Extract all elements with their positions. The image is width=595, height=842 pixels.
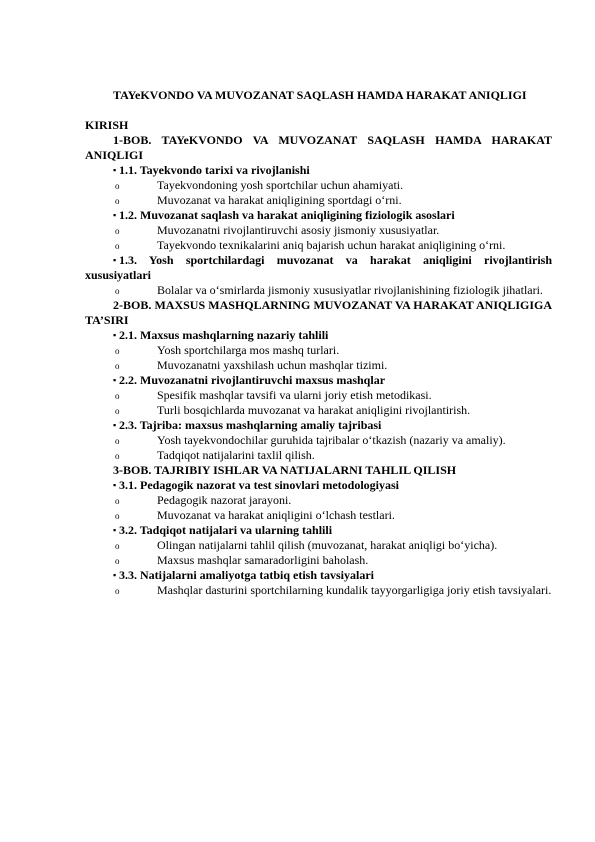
list-item: o Pedagogik nazorat jarayoni. (115, 493, 292, 507)
list-item: o Yosh tayekvondochilar guruhida tajribalar o‘tkazish (nazariy va amaliy). (115, 433, 506, 447)
list-item: o Olingan natijalarni tahlil qilish (muvozanat, harakat aniqligi bo‘yicha). (115, 538, 498, 552)
circle-bullet-icon: o (115, 361, 120, 371)
circle-bullet-icon: o (115, 556, 120, 566)
section-heading: ▪ 2.3. Tajriba: maxsus mashqlarning amaliy tajribasi (113, 418, 382, 432)
circle-bullet-icon: o (115, 541, 120, 551)
circle-bullet-icon: o (115, 391, 120, 401)
circle-bullet-icon: o (115, 241, 120, 251)
section-heading: ▪ 1.1. Tayekvondo tarixi va rivojlanishi (113, 163, 310, 177)
chapter-heading: 3-BOB. TAJRIBIY ISHLAR VA NATIJALARNI TAHLIL QILISH (113, 463, 457, 477)
section-bullet-icon: ▪ (113, 570, 117, 580)
chapter-heading: 2-BOB. MAXSUS MASHQLARNING MUVOZANAT VA HARAKAT ANIQLIGIGA TA’SIRI (85, 298, 552, 327)
list-item: o Muvozanat va harakat aniqligini o‘lchash testlari. (115, 508, 395, 522)
document-page (85, 88, 552, 598)
section-bullet-icon: ▪ (113, 420, 117, 430)
section-heading: ▪ 1.3. Yosh sportchilardagi muvozanat va harakat aniqligini rivojlantirish xususiyatlari (85, 253, 552, 282)
circle-bullet-icon: o (115, 181, 120, 191)
circle-bullet-icon: o (115, 511, 120, 521)
circle-bullet-icon: o (115, 196, 120, 206)
section-heading: ▪ 3.1. Pedagogik nazorat va test sinovlari metodologiyasi (113, 478, 399, 492)
chapter-heading: 1-BOB. TAYeKVONDO VA MUVOZANAT SAQLASH HAMDA HARAKAT ANIQLIGI (85, 133, 552, 162)
section-heading: ▪ 2.2. Muvozanatni rivojlantiruvchi maxsus mashqlar (113, 373, 386, 387)
section-bullet-icon: ▪ (113, 480, 117, 490)
circle-bullet-icon: o (115, 406, 120, 416)
section-bullet-icon: ▪ (113, 330, 117, 340)
circle-bullet-icon: o (115, 346, 120, 356)
intro-heading: KIRISH (85, 118, 129, 132)
list-item: o Maxsus mashqlar samaradorligini baholash. (115, 553, 369, 567)
section-heading: ▪ 1.2. Muvozanat saqlash va harakat aniqligining fiziologik asoslari (113, 208, 455, 222)
list-item: o Muvozanatni rivojlantiruvchi asosiy jismoniy xususiyatlar. (115, 223, 440, 237)
circle-bullet-icon: o (115, 586, 120, 596)
section-bullet-icon: ▪ (113, 375, 117, 385)
list-item: o Tayekvondo texnikalarini aniq bajarish uchun harakat aniqligining o‘rni. (115, 238, 506, 252)
section-bullet-icon: ▪ (113, 525, 117, 535)
list-item: o Spesifik mashqlar tavsifi va ularni joriy etish metodikasi. (115, 388, 432, 402)
list-item: o Tayekvondoning yosh sportchilar uchun ahamiyati. (115, 178, 404, 192)
document-title: TAYeKVONDO VA MUVOZANAT SAQLASH HAMDA HARAKAT ANIQLIGI (113, 88, 527, 102)
circle-bullet-icon: o (115, 451, 120, 461)
list-item: o Turli bosqichlarda muvozanat va harakat aniqligini rivojlantirish. (115, 403, 471, 417)
section-heading: ▪ 2.1. Maxsus mashqlarning nazariy tahlili (113, 328, 329, 342)
section-bullet-icon: ▪ (113, 255, 117, 265)
list-item: o Muvozanat va harakat aniqligining sportdagi o‘rni. (115, 193, 402, 207)
circle-bullet-icon: o (115, 496, 120, 506)
circle-bullet-icon: o (115, 436, 120, 446)
section-bullet-icon: ▪ (113, 210, 117, 220)
circle-bullet-icon: o (115, 226, 120, 236)
section-heading: ▪ 3.2. Tadqiqot natijalari va ularning tahlili (113, 523, 333, 537)
list-item: o Bolalar va o‘smirlarda jismoniy xususiyatlar rivojlanishining fiziologik jihatlari. (115, 283, 543, 297)
list-item: o Mashqlar dasturini sportchilarning kundalik tayyorgarligiga joriy etish tavsiyalari. (115, 583, 552, 597)
section-bullet-icon: ▪ (113, 165, 117, 175)
circle-bullet-icon: o (115, 286, 120, 296)
section-heading: ▪ 3.3. Natijalarni amaliyotga tatbiq etish tavsiyalari (113, 568, 374, 582)
list-item: o Yosh sportchilarga mos mashq turlari. (115, 343, 340, 357)
list-item: o Tadqiqot natijalarini taxlil qilish. (115, 448, 315, 462)
list-item: o Muvozanatni yaxshilash uchun mashqlar tizimi. (115, 358, 388, 372)
